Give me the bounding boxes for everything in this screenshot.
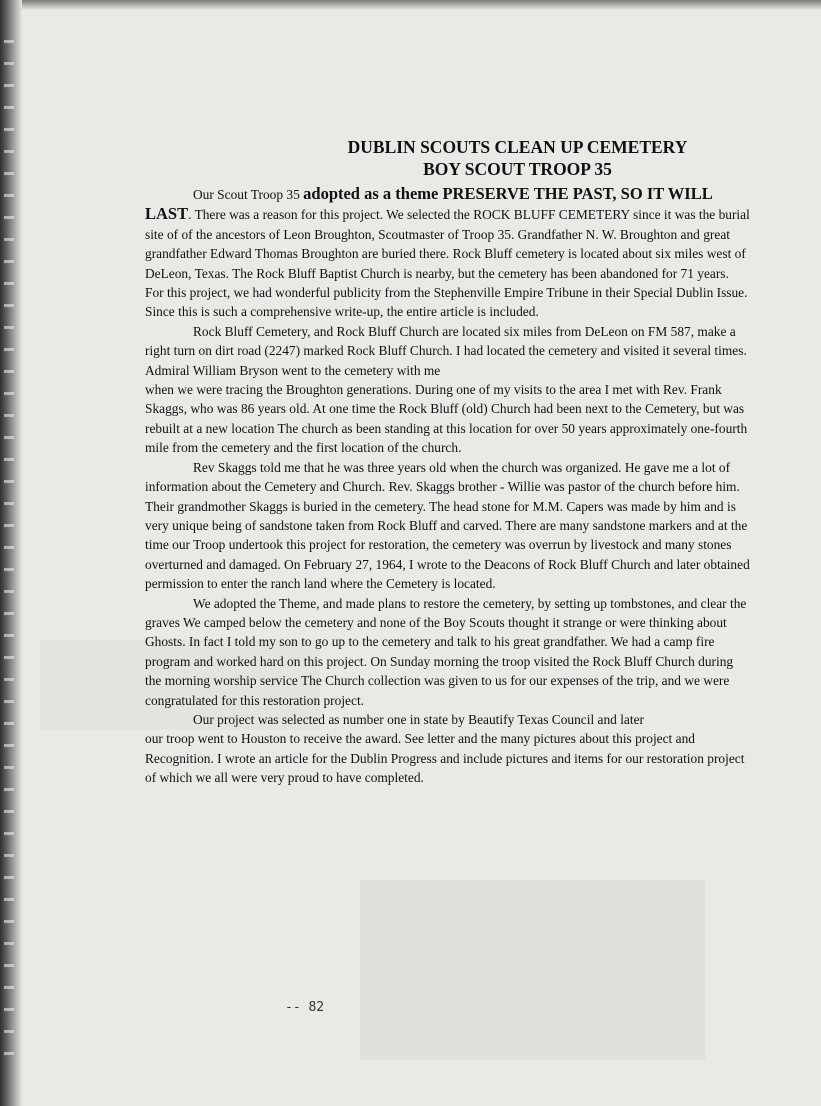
binding-holes <box>4 40 14 1070</box>
page-top-edge <box>0 0 821 10</box>
paragraph-1 <box>145 184 750 322</box>
paragraph-1-text: . There was a reason for this project. We selected the ROCK BLUFF CEMETERY since it was the burial site of of the ancestors of Leon Broughton, Scoutmaster of Troop 35. Grandfather N. W. Broughton and great grandfather Edward Thomas Broughton are buried there. Rock Bluff cemetery is located about six miles west of DeLeon, Texas. The Rock Bluff Baptist Church is nearby, but the cemetery has been abandoned for 71 years. For this project, we had wonderful publicity from the Stephenville Empire Tribune in their Special Dublin Issue. Since this is such a comprehensive write-up, the entire article is included. <box>145 207 750 320</box>
bleed-through-photo <box>360 880 705 1060</box>
paragraph-3: when we were tracing the Broughton generations. During one of my visits to the area I met with Rev. Frank Skaggs, who was 86 years old. At one time the Rock Bluff (old) Church had been next to the Cemetery, but was rebuilt at a new location The church as been standing at this location for over 50 years approximately one-fourth mile from the cemetery and the first location of the church. <box>145 382 748 456</box>
binding-shadow <box>0 0 22 1106</box>
document-content <box>145 136 750 788</box>
paragraph-4: Rev Skaggs told me that he was three years old when the church was organized. He gave me a lot of information about the Cemetery and Church. Rev. Skaggs brother - Willie was pastor of the church before him. Their grandmother Skaggs is buried in the cemetery. The head stone for M.M. Capers was made by him and is very unique being of sandstone taken from Rock Bluff and carved. There are many sandstone markers and at the time our Troop undertook this project for restoration, the cemetery was overrun by livestock and many stones overturned and damaged. On February 27, 1964, I wrote to the Deacons of Rock Bluff Church and later obtained permission to enter the ranch land where the Cemetery is located. <box>145 459 750 592</box>
paragraph-2: Rock Bluff Cemetery, and Rock Bluff Church are located six miles from DeLeon on FM 587, make a right turn on dirt road (2247) marked Rock Bluff Church. I had located the cemetery and visited it several times. Admiral William Bryson went to the cemetery with me <box>145 323 747 378</box>
title-line-1: DUBLIN SCOUTS CLEAN UP CEMETERY <box>347 137 688 157</box>
document-title <box>145 136 750 180</box>
title-line-2: BOY SCOUT TROOP 35 <box>423 159 612 179</box>
paragraph-5: We adopted the Theme, and made plans to restore the cemetery, by setting up tombstones, and clear the graves We camped below the cemetery and none of the Boy Scouts thought it strange or were thinking about Ghosts. In fact I told my son to go up to the cemetery and talk to his great grandfather. We had a camp fire program and worked hard on this project. On Sunday morning the troop visited the Rock Bluff Church during the morning worship service The Church collection was given to us for our expenses of the trip, and we were congratulated for this restoration project. <box>145 595 747 708</box>
article-body <box>145 184 750 788</box>
paragraph-7: our troop went to Houston to receive the award. See letter and the many pictures about this project and Recognition. I wrote an article for the Dublin Progress and include pictures and items for our restoration project of which we all were very proud to have completed. <box>145 731 745 786</box>
theme-statement: adopted as a theme PRESERVE THE PAST, SO IT WILL LAST <box>145 184 712 224</box>
paragraph-6: Our project was selected as number one in state by Beautify Texas Council and later <box>193 711 644 727</box>
page-number: -- 82 <box>285 1000 325 1015</box>
paragraph-1-lead: Our Scout Troop 35 <box>193 187 300 202</box>
